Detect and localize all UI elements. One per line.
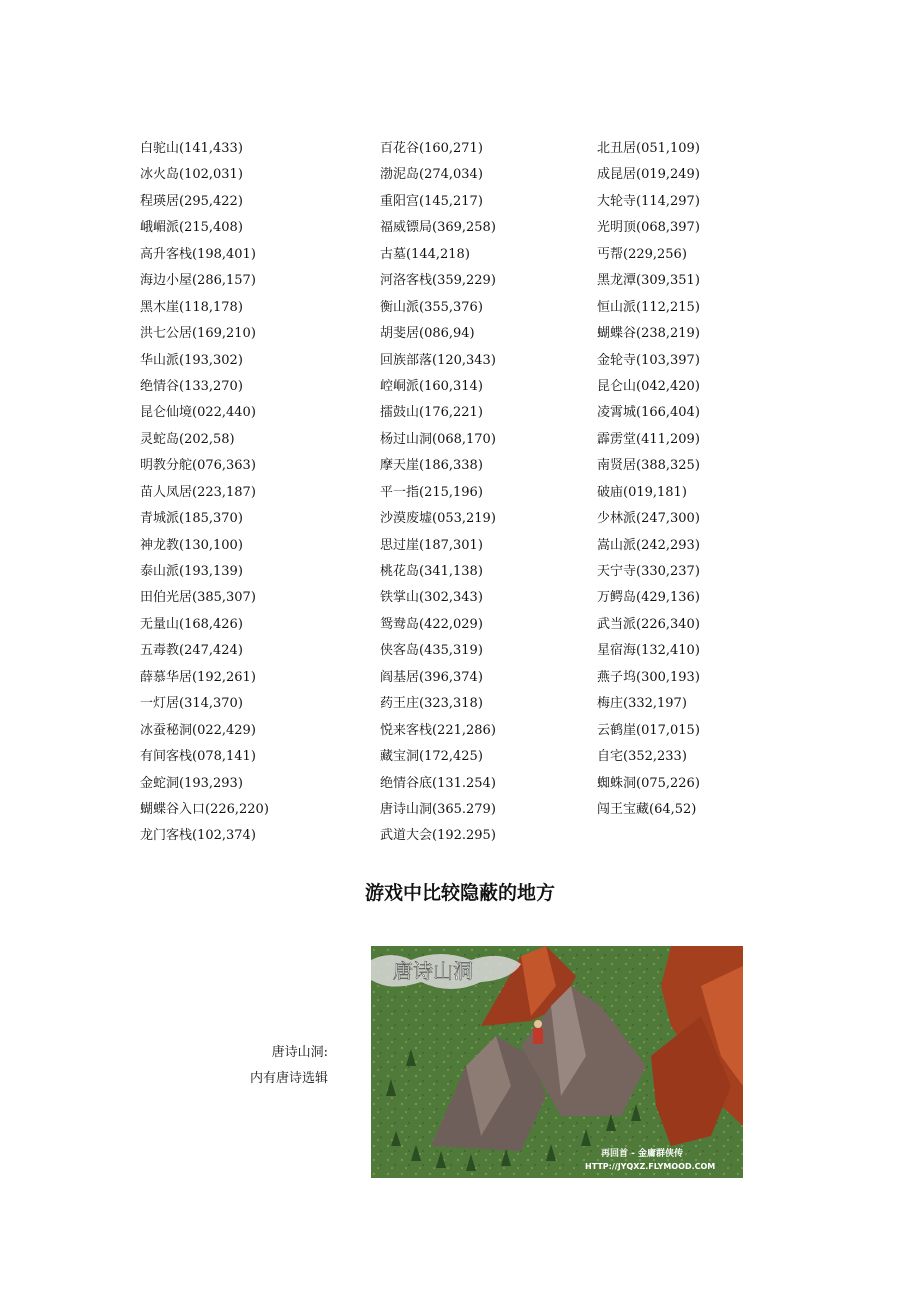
location-entry: 阎基居(396,374) — [380, 669, 483, 685]
location-entry: 天宁寺(330,237) — [597, 564, 700, 579]
location-entry: 丐帮(229,256) — [597, 246, 687, 262]
location-entry: 白驼山(141,433) — [140, 141, 243, 156]
location-entry: 闯王宝藏(64,52) — [597, 801, 697, 817]
location-entry: 灵蛇岛(202,58) — [140, 431, 235, 447]
location-entry: 唐诗山洞(365.279) — [380, 801, 496, 817]
location-entry: 古墓(144,218) — [380, 246, 470, 262]
location-entry: 胡斐居(086,94) — [380, 326, 475, 342]
location-entry: 平一指(215,196) — [380, 484, 483, 500]
location-entry: 成昆居(019,249) — [597, 167, 700, 183]
location-entry: 藏宝洞(172,425) — [380, 749, 483, 765]
location-entry: 神龙教(130,100) — [140, 537, 243, 553]
caption-description: 内有唐诗选辑 — [249, 1071, 328, 1086]
location-column-1 — [140, 136, 269, 850]
location-entry: 燕子坞(300,193) — [597, 669, 700, 685]
location-entry: 悦来客栈(221,286) — [380, 722, 496, 738]
watermark-title: 再回首 - 金庸群侠传 — [601, 1149, 684, 1159]
location-entry: 华山派(193,302) — [140, 352, 243, 368]
location-entry: 绝情谷底(131.254) — [380, 775, 496, 791]
location-entry: 高升客栈(198,401) — [140, 246, 256, 262]
location-entry: 重阳宫(145,217) — [380, 193, 483, 209]
screenshot-caption — [200, 1040, 328, 1092]
location-entry: 黑木崖(118,178) — [140, 299, 243, 315]
caption-title: 唐诗山洞: — [271, 1045, 328, 1060]
location-entry: 百花谷(160,271) — [380, 141, 483, 156]
location-entry: 峨嵋派(215,408) — [140, 220, 243, 236]
location-entry: 霹雳堂(411,209) — [597, 431, 700, 447]
location-entry: 海边小屋(286,157) — [140, 273, 256, 289]
location-entry: 杨过山洞(068,170) — [380, 431, 496, 447]
location-entry: 恒山派(112,215) — [597, 299, 700, 315]
location-entry: 桃花岛(341,138) — [380, 564, 483, 579]
location-entry: 侠客岛(435,319) — [380, 643, 483, 659]
location-entry: 药王庄(323,318) — [380, 696, 483, 712]
location-entry: 明教分舵(076,363) — [140, 458, 256, 474]
location-entry: 冰蚕秘洞(022,429) — [140, 722, 256, 738]
location-entry: 有间客栈(078,141) — [140, 749, 256, 765]
location-entry: 龙门客栈(102,374) — [140, 828, 256, 844]
location-entry: 南贤居(388,325) — [597, 458, 700, 474]
location-entry: 青城派(185,370) — [140, 511, 243, 527]
location-entry: 自宅(352,233) — [597, 749, 687, 765]
location-entry: 凌霄城(166,404) — [597, 405, 700, 421]
location-entry: 蝴蝶谷(238,219) — [597, 326, 700, 342]
location-entry: 沙漠废墟(053,219) — [380, 511, 496, 527]
location-entry: 蜘蛛洞(075,226) — [597, 775, 700, 791]
location-entry: 北丑居(051,109) — [597, 141, 700, 156]
location-entry: 武道大会(192.295) — [380, 828, 496, 844]
location-entry: 鸳鸯岛(422,029) — [380, 616, 483, 632]
location-entry: 少林派(247,300) — [597, 511, 700, 527]
location-entry: 一灯居(314,370) — [140, 696, 243, 712]
location-entry: 渤泥岛(274,034) — [380, 167, 483, 183]
section-title: 游戏中比较隐蔽的地方 — [364, 882, 555, 904]
location-entry: 绝情谷(133,270) — [140, 378, 243, 394]
location-entry: 五毒教(247,424) — [140, 643, 243, 659]
location-entry: 嵩山派(242,293) — [597, 537, 700, 553]
location-entry: 泰山派(193,139) — [140, 564, 243, 579]
location-entry: 回族部落(120,343) — [380, 352, 496, 368]
location-entry: 昆仑山(042,420) — [597, 378, 700, 394]
location-column-3 — [597, 136, 700, 823]
location-entry: 田伯光居(385,307) — [140, 590, 256, 606]
location-entry: 薛慕华居(192,261) — [140, 669, 256, 685]
location-entry: 铁掌山(302,343) — [380, 590, 483, 606]
location-entry: 河洛客栈(359,229) — [380, 273, 496, 289]
location-entry: 梅庄(332,197) — [597, 696, 687, 712]
location-entry: 冰火岛(102,031) — [140, 167, 243, 183]
location-entry: 福威镖局(369,258) — [380, 220, 496, 236]
location-entry: 黑龙潭(309,351) — [597, 273, 700, 289]
location-entry: 衡山派(355,376) — [380, 299, 483, 315]
location-entry: 破庙(019,181) — [597, 484, 687, 500]
location-entry: 大轮寺(114,297) — [597, 193, 700, 209]
location-entry: 金蛇洞(193,293) — [140, 775, 243, 791]
location-entry: 星宿海(132,410) — [597, 643, 700, 659]
location-entry: 擂鼓山(176,221) — [380, 405, 483, 421]
watermark-url: HTTP://JYQXZ.FLYMOOD.COM — [585, 1162, 716, 1171]
location-entry: 崆峒派(160,314) — [380, 378, 483, 394]
location-entry: 无量山(168,426) — [140, 616, 243, 632]
location-entry: 程瑛居(295,422) — [140, 193, 243, 209]
location-entry: 武当派(226,340) — [597, 616, 700, 632]
location-entry: 摩天崖(186,338) — [380, 458, 483, 474]
location-entry: 光明顶(068,397) — [597, 220, 700, 236]
location-entry: 苗人凤居(223,187) — [140, 484, 256, 500]
location-entry: 金轮寺(103,397) — [597, 352, 700, 368]
location-entry: 万鳄岛(429,136) — [597, 590, 700, 606]
location-entry: 蝴蝶谷入口(226,220) — [140, 801, 269, 817]
location-entry: 云鹤崖(017,015) — [597, 722, 700, 738]
game-screenshot — [371, 946, 743, 1178]
location-column-2 — [380, 136, 496, 850]
location-entry: 昆仑仙境(022,440) — [140, 405, 256, 421]
location-entry: 思过崖(187,301) — [380, 537, 483, 553]
location-entry: 洪七公居(169,210) — [140, 326, 256, 342]
screenshot-label: 唐诗山洞 — [393, 959, 473, 983]
